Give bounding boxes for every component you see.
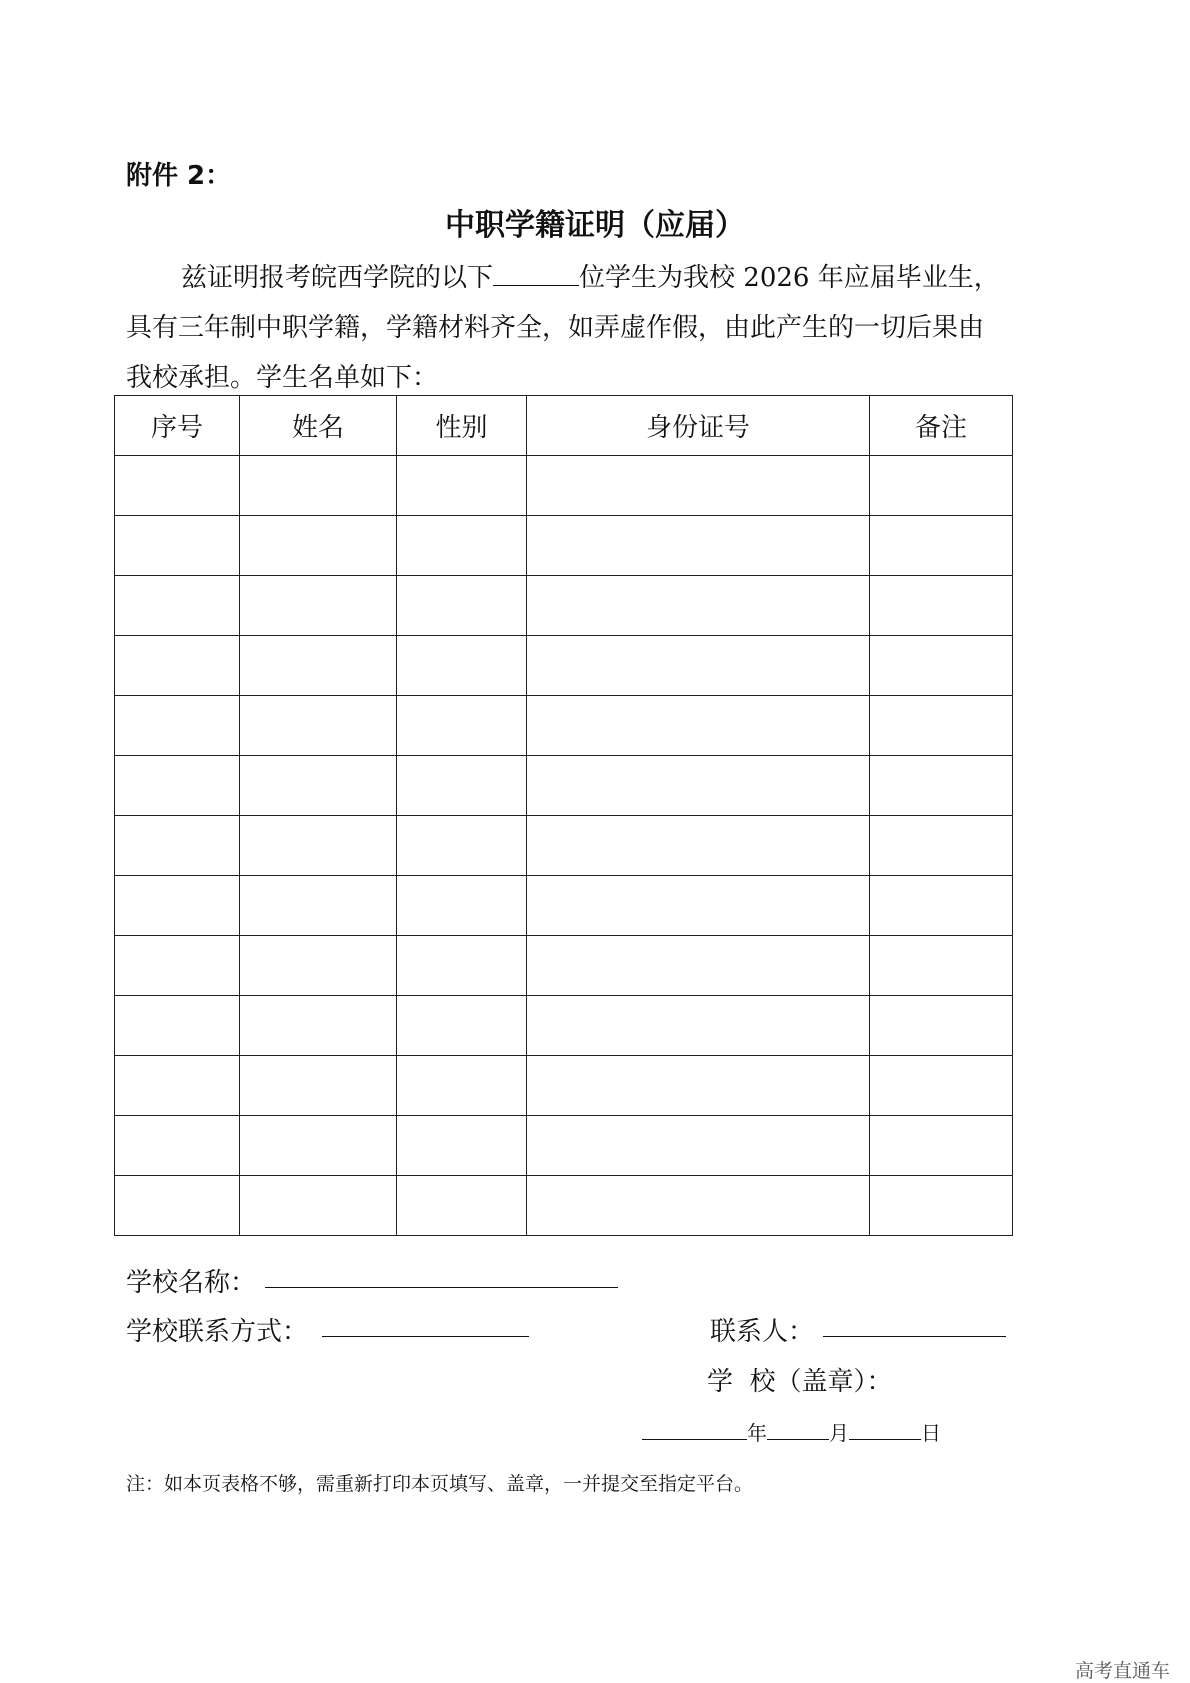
table-cell[interactable] [115, 876, 240, 936]
table-cell[interactable] [115, 756, 240, 816]
table-row [115, 996, 1013, 1056]
table-cell[interactable] [115, 516, 240, 576]
day-label: 日 [921, 1421, 941, 1445]
table-cell[interactable] [870, 1116, 1013, 1176]
table-cell[interactable] [527, 996, 870, 1056]
table-cell[interactable] [397, 816, 527, 876]
contact-person-label: 联系人： [710, 1317, 815, 1347]
watermark-text: 高考直通车 [1074, 1660, 1170, 1682]
table-cell[interactable] [527, 936, 870, 996]
header-id-number: 身份证号 [527, 396, 870, 456]
table-row [115, 456, 1013, 516]
table-cell[interactable] [870, 756, 1013, 816]
table-cell[interactable] [527, 756, 870, 816]
school-name-label: 学校名称： [126, 1268, 257, 1298]
table-row [115, 636, 1013, 696]
table-cell[interactable] [240, 516, 397, 576]
header-gender: 性别 [397, 396, 527, 456]
attachment-label: 附件 2： [126, 161, 232, 191]
table-cell[interactable] [397, 876, 527, 936]
footnote: 注：如本页表格不够，需重新打印本页填写、盖章，一并提交至指定平台。 [126, 1473, 754, 1495]
table-cell[interactable] [527, 1056, 870, 1116]
table-cell[interactable] [870, 1176, 1013, 1236]
table-row [115, 876, 1013, 936]
table-row [115, 1056, 1013, 1116]
table-cell[interactable] [115, 1176, 240, 1236]
table-cell[interactable] [527, 576, 870, 636]
table-cell[interactable] [397, 1176, 527, 1236]
table-cell[interactable] [397, 516, 527, 576]
table-row [115, 576, 1013, 636]
table-cell[interactable] [115, 696, 240, 756]
table-cell[interactable] [115, 456, 240, 516]
table-cell[interactable] [115, 996, 240, 1056]
table-cell[interactable] [115, 1056, 240, 1116]
table-cell[interactable] [397, 576, 527, 636]
table-cell[interactable] [527, 516, 870, 576]
student-count-blank[interactable] [493, 263, 579, 286]
school-contact-label: 学校联系方式： [126, 1317, 309, 1347]
school-contact-field[interactable] [322, 1336, 529, 1337]
school-name-field[interactable] [265, 1287, 618, 1288]
table-cell[interactable] [240, 936, 397, 996]
table-row [115, 936, 1013, 996]
table-cell[interactable] [397, 936, 527, 996]
header-remarks: 备注 [870, 396, 1013, 456]
table-row [115, 816, 1013, 876]
table-cell[interactable] [870, 1056, 1013, 1116]
table-cell[interactable] [870, 876, 1013, 936]
table-cell[interactable] [527, 636, 870, 696]
table-cell[interactable] [397, 756, 527, 816]
table-row [115, 516, 1013, 576]
table-cell[interactable] [870, 576, 1013, 636]
table-cell[interactable] [870, 516, 1013, 576]
table-cell[interactable] [870, 456, 1013, 516]
contact-person-field[interactable] [823, 1336, 1006, 1337]
table-cell[interactable] [870, 996, 1013, 1056]
table-body [115, 456, 1013, 1236]
table-cell[interactable] [397, 996, 527, 1056]
table-row [115, 756, 1013, 816]
table-cell[interactable] [870, 936, 1013, 996]
table-cell[interactable] [397, 456, 527, 516]
paragraph-line-3: 我校承担。学生名单如下： [126, 363, 439, 393]
table-cell[interactable] [527, 1116, 870, 1176]
table-cell[interactable] [527, 696, 870, 756]
table-cell[interactable] [527, 456, 870, 516]
table-cell[interactable] [870, 696, 1013, 756]
table-cell[interactable] [240, 1056, 397, 1116]
paragraph-text-after-blank: 位学生为我校 2026 年应届毕业生， [579, 263, 1000, 293]
table-cell[interactable] [240, 576, 397, 636]
table-cell[interactable] [115, 1116, 240, 1176]
table-cell[interactable] [240, 816, 397, 876]
paragraph-line-1 [181, 257, 1000, 294]
month-label: 月 [829, 1421, 849, 1445]
table-cell[interactable] [527, 1176, 870, 1236]
table-header-row [115, 396, 1013, 456]
school-seal-label: 学 校（盖章）： [707, 1367, 893, 1397]
table-cell[interactable] [527, 816, 870, 876]
table-cell[interactable] [115, 636, 240, 696]
header-name: 姓名 [240, 396, 397, 456]
table-cell[interactable] [240, 1176, 397, 1236]
paragraph-line-2: 具有三年制中职学籍，学籍材料齐全，如弄虚作假，由此产生的一切后果由 [126, 313, 985, 343]
student-table [114, 395, 1013, 1236]
table-row [115, 1116, 1013, 1176]
table-cell[interactable] [240, 696, 397, 756]
table-cell[interactable] [240, 996, 397, 1056]
year-field[interactable] [642, 1423, 747, 1440]
table-cell[interactable] [115, 816, 240, 876]
table-cell[interactable] [527, 876, 870, 936]
table-cell[interactable] [240, 456, 397, 516]
table-cell[interactable] [397, 1116, 527, 1176]
table-cell[interactable] [115, 576, 240, 636]
table-cell[interactable] [397, 636, 527, 696]
month-field[interactable] [767, 1423, 829, 1440]
table-cell[interactable] [870, 816, 1013, 876]
table-row [115, 696, 1013, 756]
date-row [642, 1417, 941, 1446]
table-cell[interactable] [240, 876, 397, 936]
day-field[interactable] [849, 1423, 921, 1440]
paragraph-text-before-blank: 兹证明报考皖西学院的以下 [181, 263, 494, 293]
table-cell[interactable] [397, 1056, 527, 1116]
table-row [115, 1176, 1013, 1236]
table-cell[interactable] [240, 636, 397, 696]
table-cell[interactable] [240, 1116, 397, 1176]
year-label: 年 [747, 1421, 767, 1445]
table-cell[interactable] [397, 696, 527, 756]
table-cell[interactable] [870, 636, 1013, 696]
table-cell[interactable] [115, 936, 240, 996]
header-serial-number: 序号 [115, 396, 240, 456]
document-title: 中职学籍证明（应届） [445, 208, 745, 243]
table-cell[interactable] [240, 756, 397, 816]
